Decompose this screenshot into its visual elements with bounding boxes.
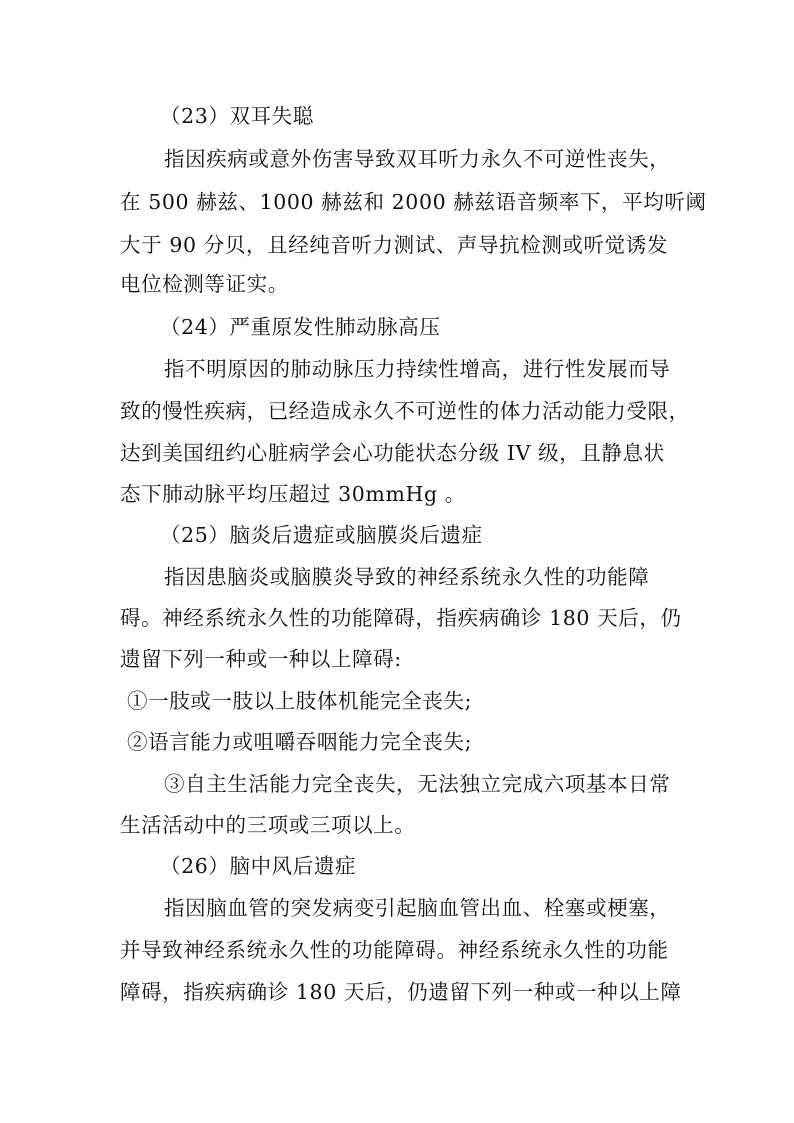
list-item: ②语言能力或咀嚼吞咽能力完全丧失; (127, 730, 473, 754)
section-heading-26: （26）脑中风后遗症 (160, 854, 357, 878)
paragraph-line: 致的慢性疾病，已经造成永久不可逆性的体力活动能力受限， (120, 399, 690, 423)
paragraph-line: 态下肺动脉平均压超过 30mmHg 。 (120, 482, 466, 506)
paragraph-line: 生活活动中的三项或三项以上。 (120, 813, 416, 837)
paragraph-line: 指不明原因的肺动脉压力持续性增高，进行性发展而导 (164, 357, 671, 381)
paragraph-line: 电位检测等证实。 (120, 272, 289, 296)
paragraph-line: 达到美国纽约心脏病学会心功能状态分级 IV 级，且静息状 (120, 441, 665, 465)
section-heading-24: （24）严重原发性肺动脉高压 (160, 315, 441, 339)
list-item: ①一肢或一肢以上肢体机能完全丧失; (127, 689, 473, 713)
paragraph-line: 遗留下列一种或一种以上障碍: (120, 647, 402, 671)
paragraph-line: 指因疾病或意外伤害导致双耳听力永久不可逆性丧失， (164, 147, 671, 171)
paragraph-line: 碍。神经系统永久性的功能障碍，指疾病确诊 180 天后，仍 (120, 606, 682, 630)
paragraph-line: 障碍，指疾病确诊 180 天后，仍遗留下列一种或一种以上障 (120, 980, 682, 1004)
section-heading-25: （25）脑炎后遗症或脑膜炎后遗症 (160, 523, 483, 547)
paragraph-line: 指因患脑炎或脑膜炎导致的神经系统永久性的功能障 (164, 565, 650, 589)
list-item: ③自主生活能力完全丧失，无法独立完成六项基本日常 (164, 772, 671, 796)
paragraph-line: 大于 90 分贝，且经纯音听力测试、声导抗检测或听觉诱发 (120, 233, 668, 257)
section-heading-23: （23）双耳失聪 (160, 104, 314, 128)
paragraph-line: 并导致神经系统永久性的功能障碍。神经系统永久性的功能 (120, 938, 669, 962)
paragraph-line: 在 500 赫兹、1000 赫兹和 2000 赫兹语音频率下，平均听阈 (120, 190, 707, 214)
paragraph-line: 指因脑血管的突发病变引起脑血管出血、栓塞或梗塞， (164, 896, 671, 920)
